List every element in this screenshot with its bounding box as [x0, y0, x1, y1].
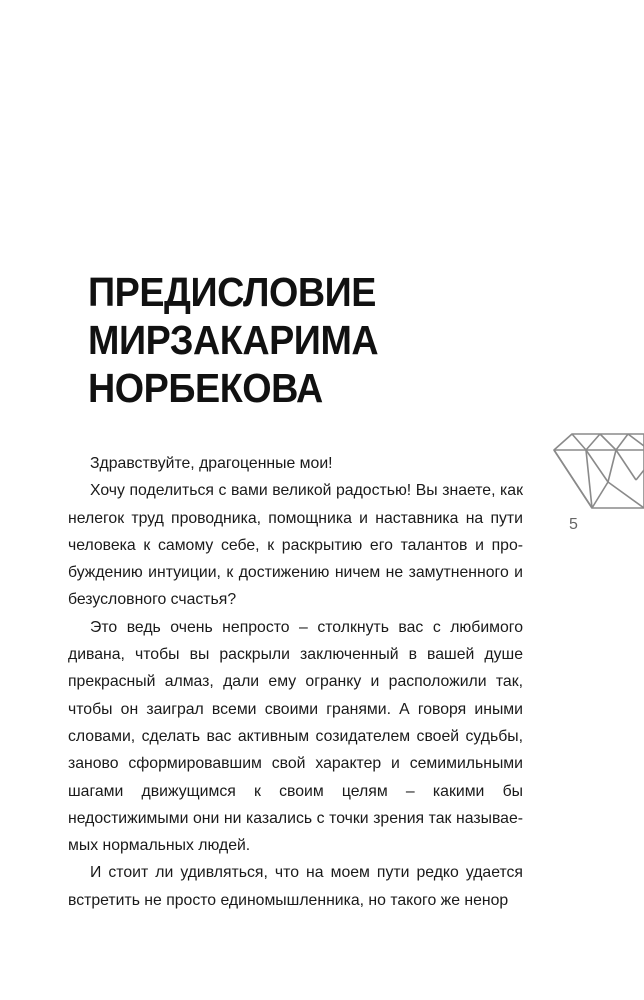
- chapter-title-line-1: ПРЕДИСЛОВИЕ: [88, 269, 376, 315]
- paragraph-greeting: Здравствуйте, драгоценные мои!: [90, 455, 333, 472]
- page-number: 5: [569, 516, 578, 533]
- paragraph: И стоит ли удивляться, что на моем пути редко удается встретить не просто единомышленника, но такого же ненор: [68, 864, 523, 909]
- chapter-title: [88, 268, 568, 412]
- paragraph: Это ведь очень непросто – столкнуть вас с любимого дивана, чтобы вы раскрыли заключенный в вашей душе прекрасный алмаз, дали ему огранку и расположили так, чтобы он заиграл всеми своими гранями. А говоря иными словами, сделать вас активным созидателем своей судьбы, заново сформировавшим свой характер и семимильными шагами движущимся к своим целям – какими бы недостижимыми они ни казались с точки зрения так называемых нормальных людей.: [68, 618, 523, 855]
- paragraph: Хочу поделиться с вами великой радостью! Вы знаете, как нелегок труд проводника, помощника и наставника на пути человека к самому себе, к раскрытию его талантов и пробуждению интуиции, к достижению ничем не замутненного и безусловного счастья?: [68, 482, 523, 609]
- chapter-title-line-3: НОРБЕКОВА: [88, 365, 323, 411]
- diamond-icon: [548, 430, 644, 510]
- chapter-title-line-2: МИРЗАКАРИМА: [88, 317, 379, 363]
- body-text: [68, 450, 523, 914]
